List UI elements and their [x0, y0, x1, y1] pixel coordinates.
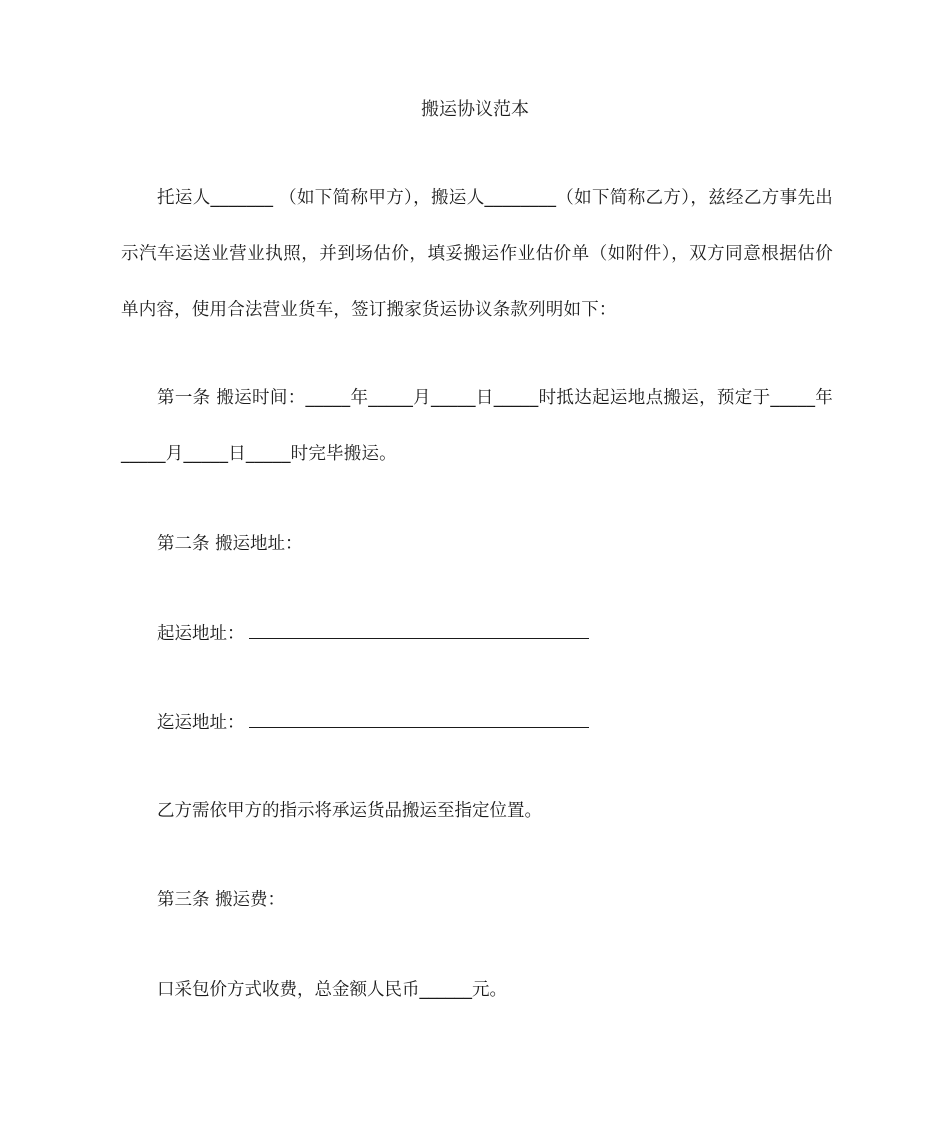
intro-paragraph: 托运人_______ （如下简称甲方），搬运人________（如下简称乙方），兹经乙方事先出示汽车运送业营业执照，并到场估价，填妥搬运作业估价单（如附件），双方同意根据估价单内容，使用合法营业货车，签订搬家货运协议条款列明如下： — [121, 188, 833, 320]
article-3-heading: 第三条 搬运费： — [157, 890, 286, 910]
instruction-line: 乙方需依甲方的指示将承运货品搬运至指定位置。 — [157, 801, 542, 821]
document-title: 搬运协议范本 — [421, 99, 529, 120]
origin-address-row — [157, 620, 589, 647]
destination-address-row — [157, 709, 589, 736]
origin-address-blank — [249, 620, 589, 639]
article-1-paragraph: 第一条 搬运时间：_____年_____月_____日_____时抵达起运地点搬运，预定于_____年_____月_____日_____时完毕搬运。 — [121, 388, 833, 464]
fee-line: 口采包价方式收费，总金额人民币______元。 — [157, 980, 507, 1000]
destination-address-blank — [249, 709, 589, 728]
article-2-heading: 第二条 搬运地址： — [157, 534, 303, 554]
origin-address-label: 起运地址： — [157, 624, 245, 644]
destination-address-label: 迄运地址： — [157, 713, 245, 733]
